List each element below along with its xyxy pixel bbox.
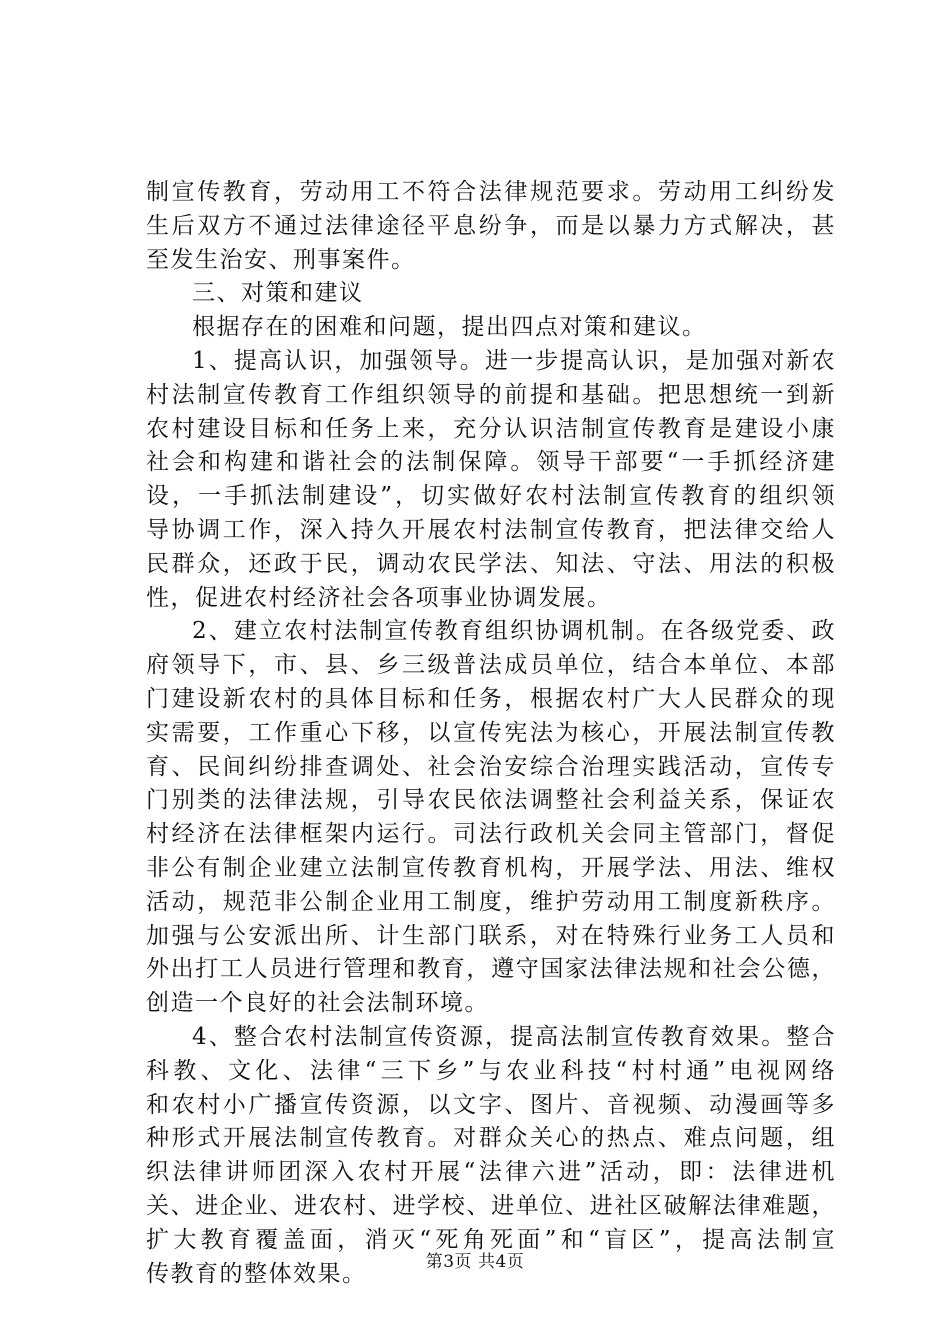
text-line: 根据存在的困难和问题，提出四点对策和建议。 <box>192 314 707 341</box>
text-line: 种形式开展法制宣传教育。对群众关心的热点、难点问题，组 <box>146 1125 836 1152</box>
text-line: 门别类的法律法规，引导农民依法调整社会利益关系，保证农 <box>146 787 836 814</box>
text-line: 科教、文化、法律“三下乡”与农业科技“村村通”电视网络 <box>146 1057 836 1084</box>
text-line: 和农村小广播宣传资源，以文字、图片、音视频、动漫画等多 <box>146 1091 836 1118</box>
text-line: 三、对策和建议 <box>192 280 364 307</box>
text-line: 1、提高认识，加强领导。进一步提高认识，是加强对新农 <box>192 347 836 374</box>
text-line: 非公有制企业建立法制宣传教育机构，开展学法、用法、维权 <box>146 854 836 881</box>
text-line: 活动，规范非公制企业用工制度，维护劳动用工制度新秩序。 <box>146 888 836 915</box>
text-line: 性，促进农村经济社会各项事业协调发展。 <box>146 584 612 611</box>
text-line: 4、整合农村法制宣传资源，提高法制宣传教育效果。整合 <box>192 1023 836 1050</box>
text-line: 创造一个良好的社会法制环境。 <box>146 990 489 1017</box>
text-line: 社会和构建和谐社会的法制保障。领导干部要“一手抓经济建 <box>146 449 836 476</box>
text-line: 加强与公安派出所、计生部门联系，对在特殊行业务工人员和 <box>146 922 836 949</box>
text-line: 门建设新农村的具体目标和任务，根据农村广大人民群众的现 <box>146 685 836 712</box>
page-footer: 第3页 共4页 <box>425 1252 525 1272</box>
text-line: 2、建立农村法制宣传教育组织协调机制。在各级党委、政 <box>192 618 836 645</box>
text-line: 传教育的整体效果。 <box>146 1260 367 1287</box>
text-line: 织法律讲师团深入农村开展“法律六进”活动，即：法律进机 <box>146 1159 836 1186</box>
text-line: 实需要，工作重心下移，以宣传宪法为核心，开展法制宣传教 <box>146 719 836 746</box>
text-line: 民群众，还政于民，调动农民学法、知法、守法、用法的积极 <box>146 550 836 577</box>
text-line: 关、进企业、进农村、进学校、进单位、进社区破解法律难题， <box>146 1192 836 1219</box>
text-line: 扩大教育覆盖面，消灭“死角死面”和“盲区”，提高法制宣 <box>146 1226 836 1253</box>
text-line: 农村建设目标和任务上来，充分认识洁制宣传教育是建设小康 <box>146 415 836 442</box>
text-line: 村法制宣传教育工作组织领导的前提和基础。把思想统一到新 <box>146 381 836 408</box>
text-line: 导协调工作，深入持久开展农村法制宣传教育，把法律交给人 <box>146 516 836 543</box>
text-line: 外出打工人员进行管理和教育，遵守国家法律法规和社会公德， <box>146 956 836 983</box>
document-body <box>146 176 836 1291</box>
text-line: 至发生治安、刑事案件。 <box>146 246 416 273</box>
text-line: 村经济在法律框架内运行。司法行政机关会同主管部门，督促 <box>146 821 836 848</box>
text-line: 育、民间纠纷排查调处、社会治安综合治理实践活动，宣传专 <box>146 753 836 780</box>
text-line: 制宣传教育，劳动用工不符合法律规范要求。劳动用工纠纷发 <box>146 179 836 205</box>
text-line: 生后双方不通过法律途径平息纷争，而是以暴力方式解决，甚 <box>146 212 836 239</box>
text-line: 府领导下，市、县、乡三级普法成员单位，结合本单位、本部 <box>146 652 836 679</box>
text-line: 设，一手抓法制建设”，切实做好农村法制宣传教育的组织领 <box>146 483 836 510</box>
